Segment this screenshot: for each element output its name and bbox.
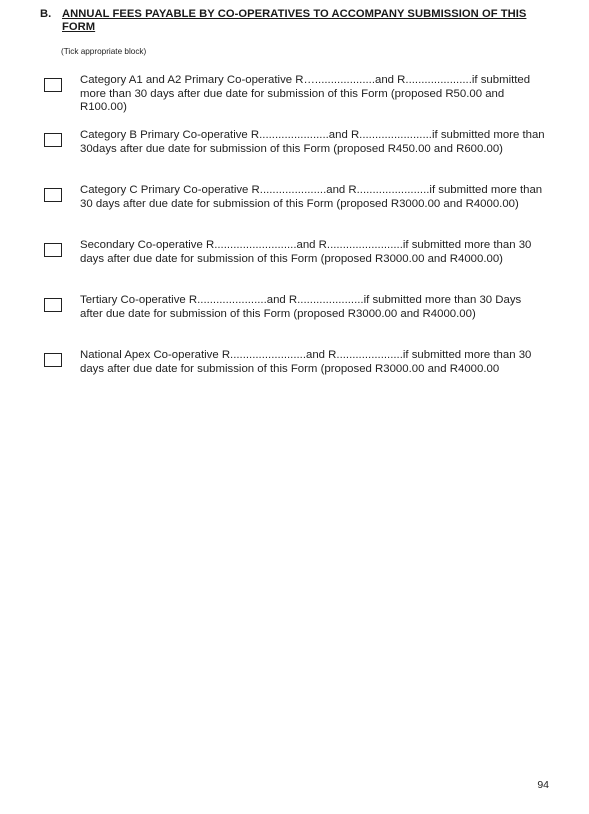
option-checkbox[interactable] (44, 133, 62, 147)
option-checkbox[interactable] (44, 298, 62, 312)
option-text: Category B Primary Co-operative R......................and R.......................if submitted more than 30days after due date for submission of this Form (proposed R450.00 and R600.00) (80, 129, 545, 155)
option-text: Category C Primary Co-operative R.....................and R.......................if submitted more than 30 days after due date for submission of this Form (proposed R3000.00 and R4000.00) (80, 184, 543, 210)
section-title: ANNUAL FEES PAYABLE BY CO-OPERATIVES TO ACCOMPANY SUBMISSION OF THIS FORM (62, 8, 527, 33)
option-checkbox[interactable] (44, 188, 62, 202)
section-letter: B. (40, 8, 52, 20)
option-text: Secondary Co-operative R..........................and R........................if submitted more than 30 days after due date for submission of this Form (proposed R3000.00 and R4000.00) (80, 239, 532, 265)
option-text: National Apex Co-operative R........................and R.....................if submitted more than 30 days after due date for submission of this Form (proposed R3000.00 and R4000.00 (80, 349, 532, 375)
option-checkbox[interactable] (44, 243, 62, 257)
option-checkbox[interactable] (44, 78, 62, 92)
section-heading (40, 8, 560, 34)
tick-instruction: (Tick appropriate block) (61, 47, 147, 56)
option-text: Category A1 and A2 Primary Co-operative R…...................and R.....................if submitted more than 30 days after due date for submission of this Form (proposed R50.00 and R100.00) (80, 74, 531, 113)
page-number: 94 (537, 779, 549, 791)
option-checkbox[interactable] (44, 353, 62, 367)
option-text: Tertiary Co-operative R......................and R.....................if submitted more than 30 Days after due date for submission of this Form (proposed R3000.00 and R4000.00) (80, 294, 522, 320)
